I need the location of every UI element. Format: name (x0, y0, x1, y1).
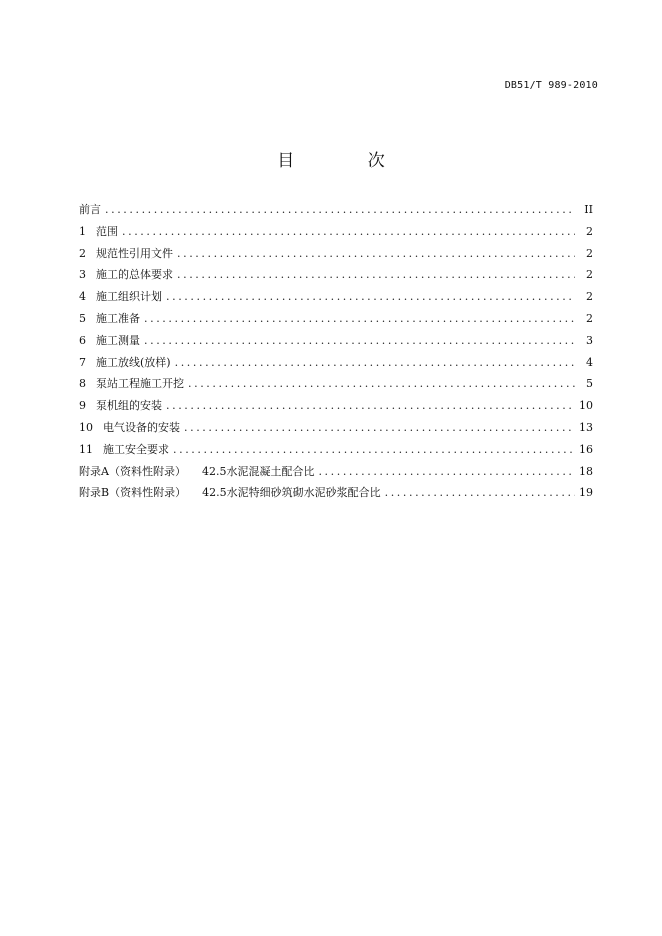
toc-entry-appendix-b[interactable] (79, 482, 593, 504)
toc-entry-text: 泵站工程施工开挖 (96, 377, 184, 391)
toc-entry-number: 5 (79, 311, 86, 325)
toc-entry-1[interactable] (79, 221, 593, 243)
toc-title: 目 次 (277, 151, 419, 171)
toc-leader-dots (122, 221, 575, 243)
toc-leader-dots (105, 199, 575, 221)
toc-entry-foreword[interactable] (79, 199, 593, 221)
toc-list (79, 199, 593, 504)
toc-leader-dots (188, 373, 575, 395)
toc-entry-page: 19 (579, 486, 593, 500)
toc-entry-text: 施工测量 (96, 333, 140, 347)
toc-entry-number: 11 (79, 442, 93, 456)
toc-leader-dots (184, 417, 575, 439)
toc-entry-7[interactable] (79, 352, 593, 374)
toc-entry-2[interactable] (79, 243, 593, 265)
toc-entry-number: 6 (79, 333, 86, 347)
toc-entry-4[interactable] (79, 286, 593, 308)
toc-leader-dots (144, 308, 575, 330)
toc-entry-number: 10 (79, 420, 93, 434)
toc-entry-10[interactable] (79, 417, 593, 439)
toc-entry-page: 16 (579, 442, 593, 456)
toc-leader-dots (166, 395, 575, 417)
toc-leader-dots (173, 439, 575, 461)
appendix-label: 附录A（资料性附录） (79, 464, 186, 478)
toc-leader-dots (177, 264, 575, 286)
toc-entry-text: 施工准备 (96, 311, 140, 325)
toc-entry-3[interactable] (79, 264, 593, 286)
toc-entry-page: 2 (586, 290, 593, 304)
toc-entry-text: 施工的总体要求 (96, 268, 173, 282)
toc-entry-text: 42.5水泥混凝土配合比 (201, 464, 315, 478)
toc-entry-text: 范围 (96, 224, 118, 238)
toc-entry-number: 8 (79, 377, 86, 391)
toc-entry-page: 13 (579, 420, 593, 434)
appendix-label: 附录B（资料性附录） (79, 486, 187, 500)
toc-entry-text: 42.5水泥特细砂筑砌水泥砂浆配合比 (202, 486, 381, 500)
toc-entry-appendix-a[interactable] (79, 461, 593, 483)
toc-entry-page: 18 (579, 464, 593, 478)
toc-leader-dots (144, 330, 575, 352)
toc-entry-text: 施工组织计划 (96, 290, 162, 304)
toc-entry-page: 5 (586, 377, 593, 391)
toc-entry-5[interactable] (79, 308, 593, 330)
toc-entry-11[interactable] (79, 439, 593, 461)
toc-entry-page: 10 (579, 399, 593, 413)
toc-entry-page: 4 (586, 355, 593, 369)
toc-leader-dots (385, 482, 575, 504)
toc-entry-page: II (584, 203, 593, 216)
document-code: DB51/T 989-2010 (504, 80, 598, 91)
toc-entry-text: 前言 (79, 203, 101, 216)
toc-entry-page: 2 (586, 224, 593, 238)
toc-entry-text: 电气设备的安装 (103, 420, 180, 434)
toc-leader-dots (177, 243, 575, 265)
toc-entry-number: 7 (79, 355, 86, 369)
toc-leader-dots (318, 461, 575, 483)
toc-entry-number: 1 (79, 224, 86, 238)
toc-entry-number: 4 (79, 290, 86, 304)
toc-entry-text: 规范性引用文件 (96, 246, 173, 260)
toc-entry-number: 3 (79, 268, 86, 282)
toc-entry-number: 9 (79, 399, 86, 413)
toc-entry-text: 泵机组的安装 (96, 399, 162, 413)
toc-entry-6[interactable] (79, 330, 593, 352)
toc-leader-dots (166, 286, 575, 308)
toc-entry-8[interactable] (79, 373, 593, 395)
toc-entry-page: 3 (586, 333, 593, 347)
toc-entry-page: 2 (586, 268, 593, 282)
toc-leader-dots (175, 352, 575, 374)
toc-entry-page: 2 (586, 311, 593, 325)
toc-entry-text: 施工放线(放样) (96, 355, 171, 369)
toc-entry-page: 2 (586, 246, 593, 260)
toc-entry-text: 施工安全要求 (103, 442, 169, 456)
toc-entry-9[interactable] (79, 395, 593, 417)
toc-entry-number: 2 (79, 246, 86, 260)
